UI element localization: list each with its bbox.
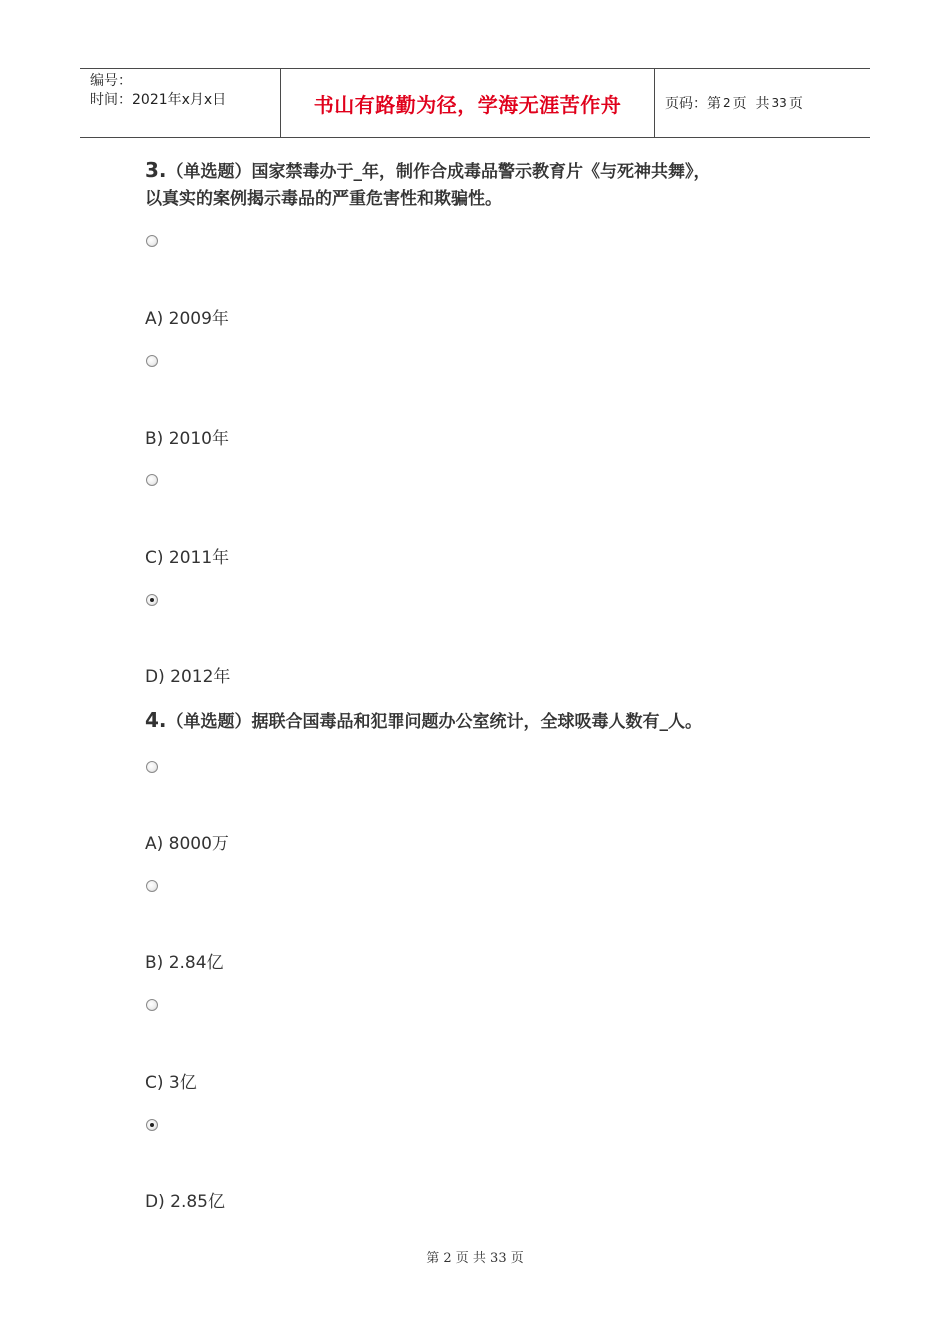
header-motto: 书山有路勤为径，学海无涯苦作舟 <box>281 69 655 137</box>
option-q4-b[interactable]: B) 2.84亿 <box>145 953 224 973</box>
page-mid: 页 共 <box>732 96 770 112</box>
option-q3-d[interactable]: D) 2012年 <box>145 667 231 687</box>
question-3-line1 <box>145 157 711 186</box>
header-page-info <box>655 69 870 137</box>
page-label: 页码： <box>665 96 707 112</box>
page-footer: 第 2 页 共 33 页 <box>426 1251 524 1266</box>
radio-q4-d[interactable] <box>146 1119 158 1131</box>
question-3 <box>145 157 711 213</box>
option-q4-a[interactable]: A) 8000万 <box>145 834 229 854</box>
radio-q4-c[interactable] <box>146 999 158 1011</box>
page-total: 33 <box>771 96 787 110</box>
time-label: 时间： <box>90 92 132 108</box>
question-text: （单选题）国家禁毒办于_年，制作合成毒品警示教育片《与死神共舞》， <box>166 162 711 182</box>
radio-q3-b[interactable] <box>146 355 158 367</box>
page-prefix: 第 <box>707 96 721 112</box>
question-number: 4. <box>145 708 167 732</box>
radio-q4-a[interactable] <box>146 761 158 773</box>
option-q3-a[interactable]: A) 2009年 <box>145 309 229 329</box>
question-4-line1 <box>145 707 702 736</box>
option-q4-d[interactable]: D) 2.85亿 <box>145 1192 225 1212</box>
number-label: 编号： <box>90 73 132 89</box>
time-value: 2021年x月x日 <box>132 92 227 108</box>
radio-q3-a[interactable] <box>146 235 158 247</box>
question-text: （单选题）据联合国毒品和犯罪问题办公室统计，全球吸毒人数有_人。 <box>166 712 703 732</box>
question-number: 3. <box>145 158 167 182</box>
time-line <box>90 91 280 110</box>
page-suffix: 页 <box>788 96 803 112</box>
radio-q3-d[interactable] <box>146 594 158 606</box>
radio-q4-b[interactable] <box>146 880 158 892</box>
option-q3-c[interactable]: C) 2011年 <box>145 548 230 568</box>
question-3-line2: 以真实的案例揭示毒品的严重危害性和欺骗性。 <box>145 189 502 209</box>
header-meta <box>80 69 281 137</box>
radio-q3-c[interactable] <box>146 474 158 486</box>
question-4 <box>145 707 702 736</box>
option-q4-c[interactable]: C) 3亿 <box>145 1073 197 1093</box>
option-q3-b[interactable]: B) 2010年 <box>145 429 229 449</box>
page-header <box>80 68 870 138</box>
page-current: 2 <box>723 96 731 110</box>
